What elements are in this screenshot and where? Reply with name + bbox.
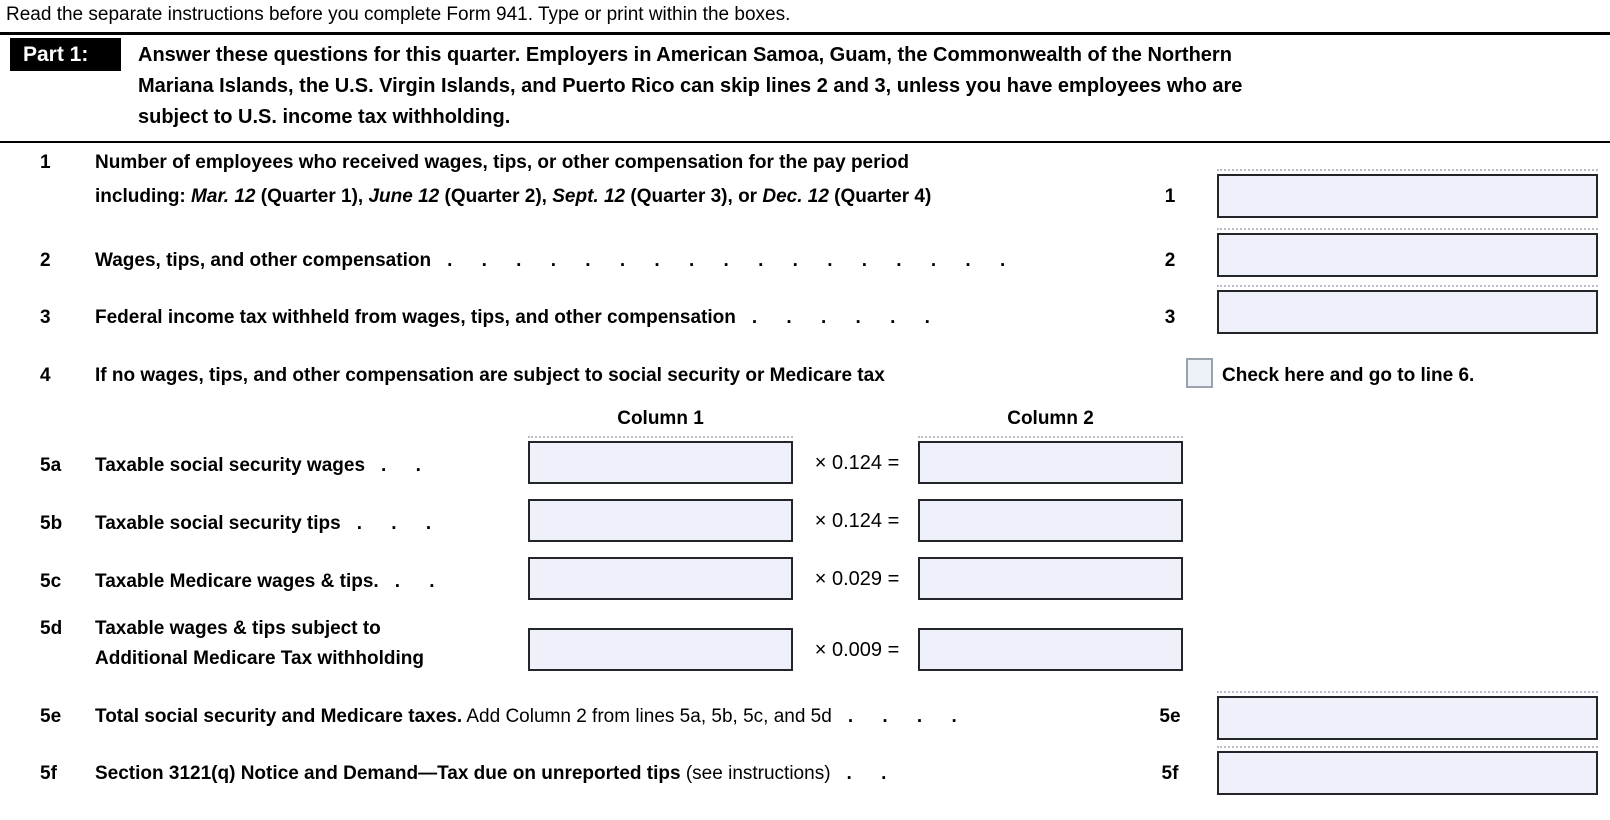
line5f-label-reg: (see instructions) — [680, 763, 831, 784]
line5e-label-reg: Add Column 2 from lines 5a, 5b, 5c, and 5d — [462, 706, 832, 727]
line5a-number: 5a — [40, 455, 62, 476]
line2-row — [95, 250, 1005, 272]
line5c-col1-input[interactable] — [528, 557, 793, 600]
form-instruction: Read the separate instructions before you complete Form 941. Type or print within the boxes. — [6, 4, 791, 25]
line1-box-number: 1 — [1164, 186, 1176, 207]
line5c-factor: × 0.029 = — [814, 568, 900, 590]
line4-checkbox[interactable] — [1186, 358, 1213, 388]
line1-label: Number of employees who received wages, tips, or other compensation for the pay period — [95, 152, 910, 173]
line2-number: 2 — [40, 250, 51, 271]
line5f-row — [95, 763, 886, 785]
line5a-row — [95, 455, 421, 477]
part1-label: Part 1: — [23, 43, 89, 66]
line5e-amount-input[interactable] — [1217, 696, 1598, 740]
line1-seg-june12: June 12 — [368, 186, 440, 207]
line5d-label-line1: Taxable wages & tips subject to — [95, 618, 381, 639]
part1-text-line3: subject to U.S. income tax withholding. — [138, 106, 511, 128]
line5d-col1-input[interactable] — [528, 628, 793, 671]
line1-label-continued — [95, 186, 931, 208]
line5a-label: Taxable social security wages — [95, 455, 366, 476]
line1-seg-mar12: Mar. 12 — [191, 186, 256, 207]
top-rule — [0, 32, 1610, 35]
line1-seg-q4: (Quarter 4) — [828, 186, 932, 207]
line1-seg-including: including: — [95, 186, 192, 207]
line5b-number: 5b — [40, 513, 63, 534]
line4-check-label: Check here and go to line 6. — [1222, 365, 1475, 386]
line5c-col2-input[interactable] — [918, 557, 1183, 600]
line1-seg-q1: (Quarter 1), — [255, 186, 369, 207]
line5e-row — [95, 706, 957, 728]
line1-employee-count-input[interactable] — [1217, 174, 1598, 218]
line3-number: 3 — [40, 307, 51, 328]
line5c-label: Taxable Medicare wages & tips. — [95, 571, 379, 592]
part1-badge — [10, 38, 121, 71]
line5b-factor: × 0.124 = — [814, 510, 900, 532]
line5f-leader-dots: . . — [846, 763, 887, 784]
line2-amount-input[interactable] — [1217, 233, 1598, 277]
line5a-leader-dots: . . — [381, 455, 421, 476]
line5d-label-line2: Additional Medicare Tax withholding — [95, 648, 424, 669]
line3-label: Federal income tax withheld from wages, tips, and other compensation — [95, 307, 736, 328]
line5e-box-number: 5e — [1159, 706, 1181, 727]
line1-seg-sept12: Sept. 12 — [552, 186, 626, 207]
part1-bottom-rule — [0, 141, 1610, 143]
line5e-leader-dots: . . . . — [847, 706, 957, 727]
line5a-col1-input[interactable] — [528, 441, 793, 484]
line2-box-number: 2 — [1164, 250, 1176, 271]
part1-text-line2: Mariana Islands, the U.S. Virgin Islands, and Puerto Rico can skip lines 2 and 3, unless you have employees who are — [138, 75, 1243, 97]
column1-header: Column 1 — [617, 408, 704, 429]
line3-box-number: 3 — [1164, 307, 1176, 328]
line5e-number: 5e — [40, 706, 62, 727]
line2-label: Wages, tips, and other compensation — [95, 250, 432, 271]
line3-amount-input[interactable] — [1217, 290, 1598, 334]
line3-leader-dots: . . . . . . — [751, 307, 930, 328]
line5f-number: 5f — [40, 763, 57, 784]
line1-seg-dec12: Dec. 12 — [762, 186, 829, 207]
line1-number: 1 — [40, 152, 51, 173]
line5f-box-number: 5f — [1161, 763, 1179, 784]
line5b-row — [95, 513, 431, 535]
line5b-col2-input[interactable] — [918, 499, 1183, 542]
column2-header: Column 2 — [1007, 408, 1094, 429]
line3-row — [95, 307, 930, 329]
part1-text-line1: Answer these questions for this quarter. Employers in American Samoa, Guam, the Commonwealth of the Northern — [138, 44, 1232, 66]
line5f-amount-input[interactable] — [1217, 751, 1598, 795]
line5c-leader-dots: . . — [394, 571, 435, 592]
line5e-label-bold: Total social security and Medicare taxes. — [95, 706, 463, 727]
line4-label: If no wages, tips, and other compensation are subject to social security or Medicare tax — [95, 365, 885, 386]
line5b-label: Taxable social security tips — [95, 513, 341, 534]
line5f-label-bold: Section 3121(q) Notice and Demand—Tax due on unreported tips — [95, 763, 681, 784]
line5d-col2-input[interactable] — [918, 628, 1183, 671]
line4-number: 4 — [40, 365, 51, 386]
line5d-factor: × 0.009 = — [814, 639, 900, 661]
line5a-factor: × 0.124 = — [814, 452, 900, 474]
line5c-number: 5c — [40, 571, 62, 592]
line5b-leader-dots: . . . — [356, 513, 432, 534]
line1-seg-q2: (Quarter 2), — [439, 186, 553, 207]
line1-seg-q3: (Quarter 3), or — [625, 186, 763, 207]
line2-leader-dots: . . . . . . . . . . . . . . . . . — [447, 250, 1006, 271]
line5b-col1-input[interactable] — [528, 499, 793, 542]
line5c-row — [95, 571, 435, 593]
line5d-number: 5d — [40, 618, 63, 639]
line5a-col2-input[interactable] — [918, 441, 1183, 484]
